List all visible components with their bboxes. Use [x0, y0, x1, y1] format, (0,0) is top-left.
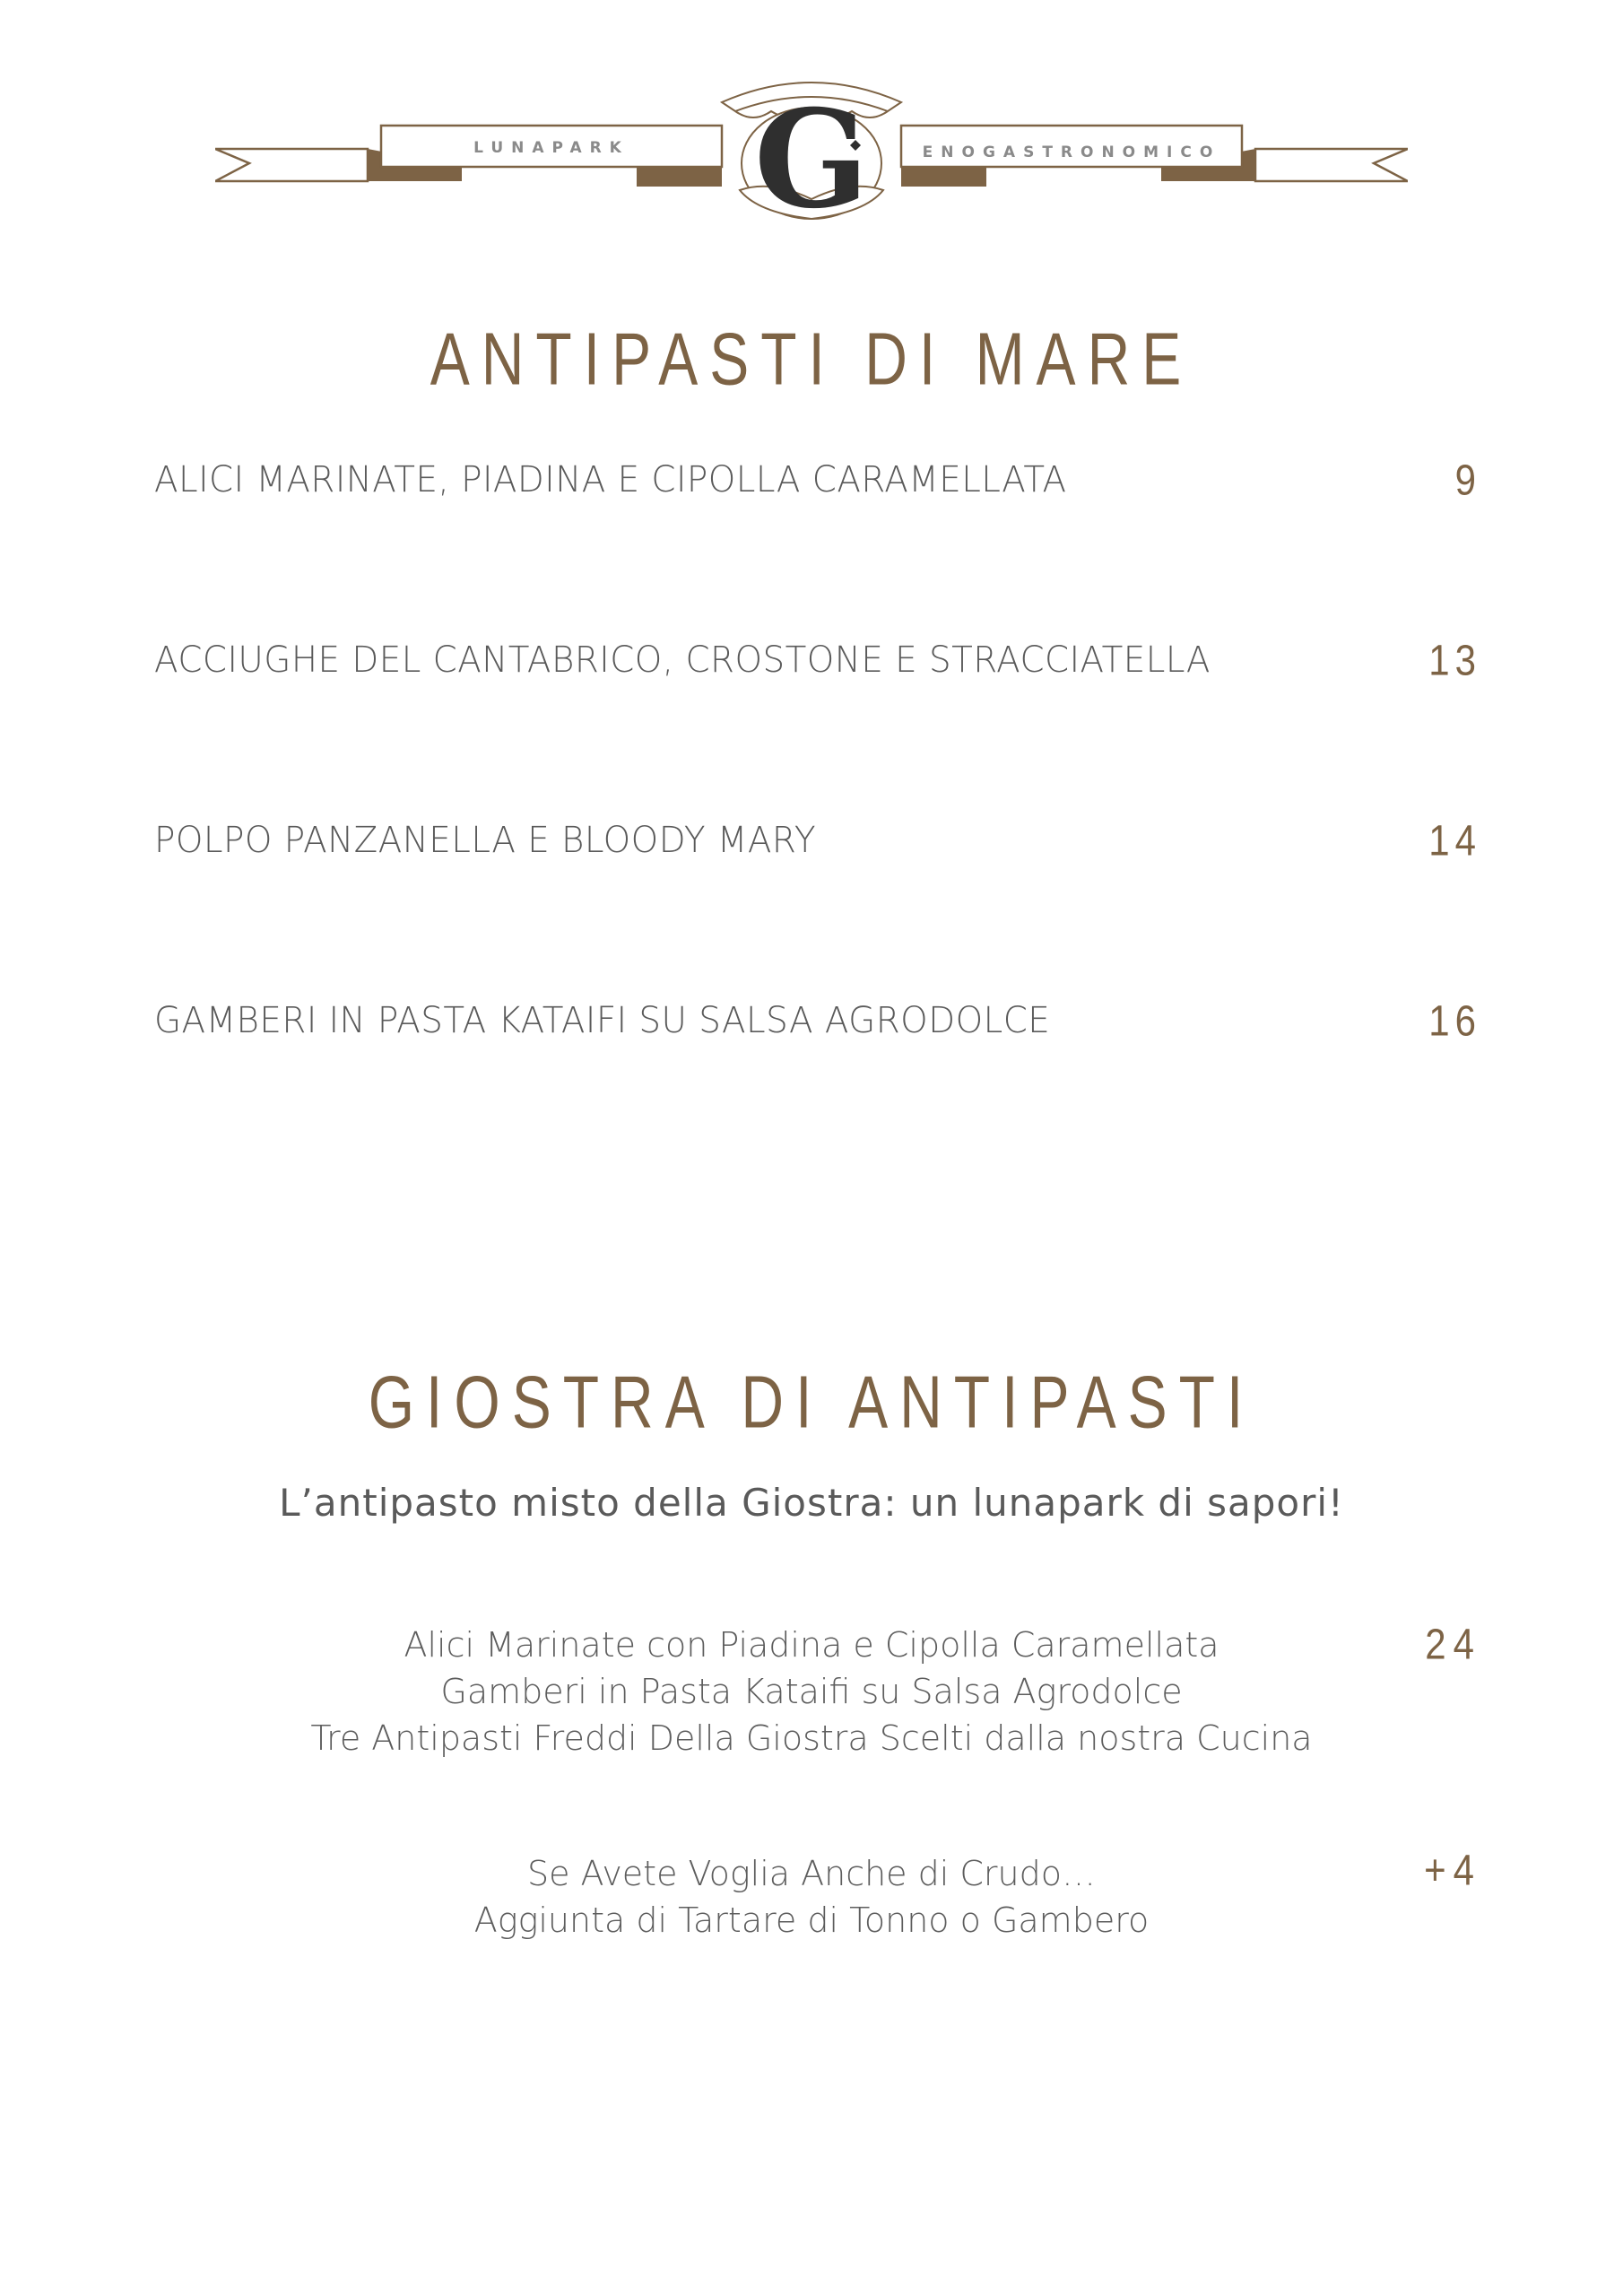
section-title-antipasti-di-mare: ANTIPASTI DI MARE: [430, 317, 1193, 400]
addon-line: Aggiunta di Tartare di Tonno o Gambero: [473, 1900, 1150, 1940]
logo-word-enogastronomico: ENOGASTRONOMICO: [922, 144, 1221, 161]
combo-line: Alici Marinate con Piadina e Cipolla Caramellata: [404, 1625, 1219, 1665]
restaurant-logo: [215, 56, 1408, 235]
menu-item-price: 14: [1428, 816, 1481, 865]
menu-item-name: ACCIUGHE DEL CANTABRICO, CROSTONE E STRACCIATELLA: [154, 639, 1211, 681]
menu-item: [154, 816, 1481, 874]
combo-line: Gamberi in Pasta Kataifi su Salsa Agrodolce: [440, 1672, 1183, 1711]
section-subtitle: L’antipasto misto della Giostra: un lunapark di sapori!: [279, 1481, 1344, 1525]
menu-item: [154, 456, 1481, 513]
crudo-addon-description: [269, 1850, 1354, 1944]
logo-word-lunapark: LUNAPARK: [473, 139, 629, 157]
logo-letter: G: [753, 81, 870, 235]
giostra-combo-description: [269, 1622, 1354, 1761]
addon-price: +4: [1424, 1846, 1481, 1895]
section-title-giostra-di-antipasti: GIOSTRA DI ANTIPASTI: [368, 1360, 1255, 1443]
addon-line: Se Avete Voglia Anche di Crudo…: [526, 1854, 1097, 1893]
combo-price: 24: [1425, 1620, 1481, 1669]
menu-item-name: GAMBERI IN PASTA KATAIFI SU SALSA AGRODOLCE: [154, 1000, 1051, 1041]
menu-item-price: 9: [1454, 456, 1481, 505]
menu-item-price: 13: [1428, 636, 1481, 685]
menu-item-price: 16: [1428, 996, 1481, 1046]
menu-item: [154, 996, 1481, 1054]
logo-banner-graphic: [215, 56, 1408, 235]
combo-line: Tre Antipasti Freddi Della Giostra Scelti dalla nostra Cucina: [310, 1718, 1313, 1758]
menu-item-name: POLPO PANZANELLA E BLOODY MARY: [154, 820, 817, 861]
menu-item: [154, 636, 1481, 693]
menu-item-name: ALICI MARINATE, PIADINA E CIPOLLA CARAMELLATA: [154, 459, 1067, 500]
